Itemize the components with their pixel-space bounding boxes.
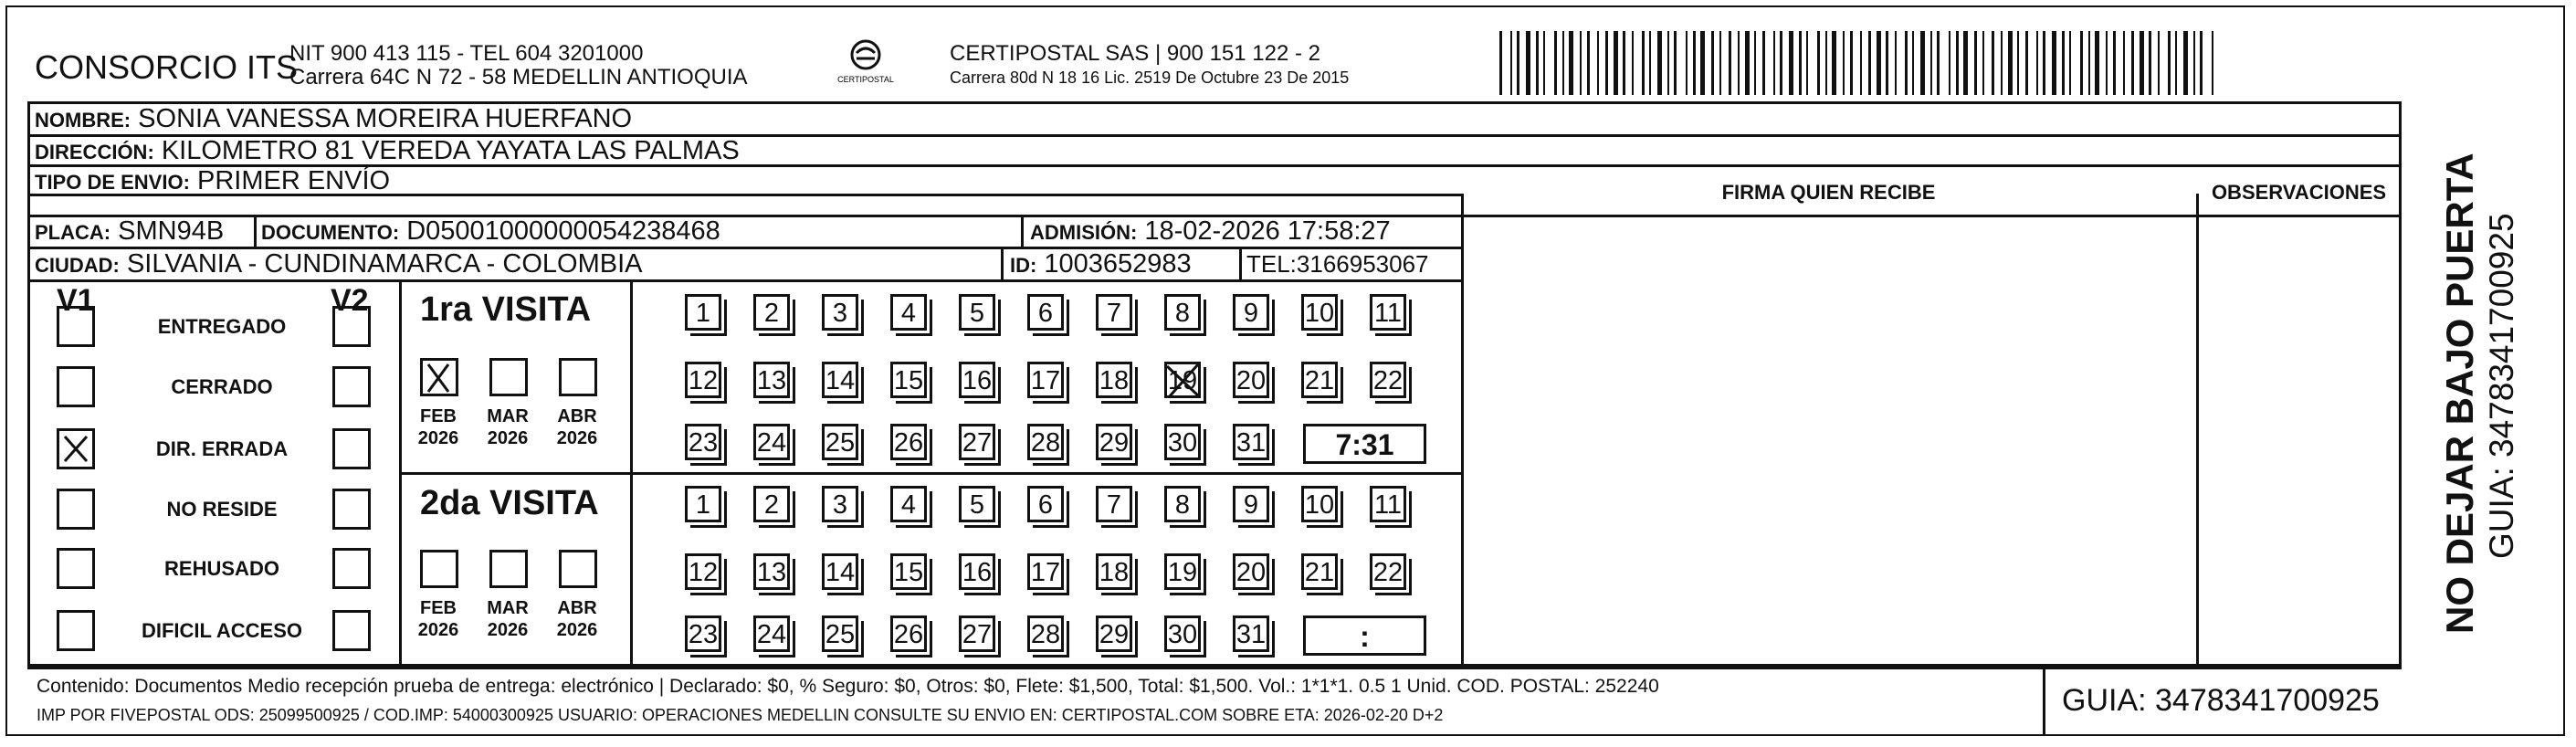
tipo-label: TIPO DE ENVIO: xyxy=(35,171,190,194)
day-cell[interactable] xyxy=(1027,294,1064,331)
day-number: 20 xyxy=(1235,558,1267,587)
day-number: 10 xyxy=(1304,299,1335,328)
day-number: 5 xyxy=(969,490,985,520)
barcode-graphic xyxy=(1498,31,2219,95)
documento-label: DOCUMENTO: xyxy=(261,221,400,244)
day-number: 4 xyxy=(900,490,917,520)
day-number: 6 xyxy=(1037,490,1054,520)
month-name: ABR xyxy=(557,406,597,426)
month-year: 2026 xyxy=(487,428,529,448)
month-checkbox[interactable] xyxy=(420,550,458,588)
day-cell[interactable] xyxy=(1164,615,1201,652)
day-number: 22 xyxy=(1372,558,1404,587)
id-row xyxy=(1010,251,1192,278)
status-label: CERRADO xyxy=(171,375,273,398)
day-cell[interactable] xyxy=(1096,486,1132,522)
side-guia: GUIA: 3478341700925 xyxy=(2483,213,2520,559)
day-cell[interactable] xyxy=(890,424,927,460)
day-number: 8 xyxy=(1174,490,1191,520)
day-cell[interactable] xyxy=(685,294,721,331)
placa-row xyxy=(35,218,224,245)
month-checkbox[interactable] xyxy=(559,358,597,396)
day-number: 18 xyxy=(1099,558,1130,587)
day-number: 26 xyxy=(893,428,924,458)
day-number: 26 xyxy=(893,620,924,649)
ciudad-value: SILVANIA - CUNDINAMARCA - COLOMBIA xyxy=(126,249,643,279)
day-cell[interactable] xyxy=(685,424,721,460)
day-number: 16 xyxy=(962,366,993,395)
day-number: 12 xyxy=(688,558,719,587)
day-number: 30 xyxy=(1167,620,1198,649)
tipo-value: PRIMER ENVÍO xyxy=(196,166,391,195)
day-number: 23 xyxy=(688,428,719,458)
day-number: 27 xyxy=(962,620,993,649)
day-cell[interactable] xyxy=(1164,553,1201,590)
day-number: 29 xyxy=(1099,428,1130,458)
day-cell[interactable] xyxy=(685,615,721,652)
day-number: 25 xyxy=(825,620,856,649)
day-number: 28 xyxy=(1030,428,1061,458)
day-cell[interactable] xyxy=(1164,486,1201,522)
nombre-row xyxy=(35,106,632,132)
day-cell[interactable] xyxy=(1370,294,1406,331)
id-value: 1003652983 xyxy=(1044,249,1192,279)
admision-row xyxy=(1030,218,1391,245)
day-number: 13 xyxy=(756,366,787,395)
v1-checkbox[interactable] xyxy=(57,366,95,407)
day-cell[interactable] xyxy=(1370,553,1406,590)
day-cell[interactable] xyxy=(753,553,790,590)
day-cell[interactable] xyxy=(1027,553,1064,590)
crossed-day-icon xyxy=(1163,361,1204,401)
day-number: 25 xyxy=(825,428,856,458)
tel-row xyxy=(1246,252,1429,276)
id-label: ID: xyxy=(1010,254,1037,277)
day-number: 16 xyxy=(962,558,993,587)
month-name: MAR xyxy=(487,598,529,618)
day-cell[interactable] xyxy=(685,362,721,398)
month-name: FEB xyxy=(420,406,457,426)
day-number: 21 xyxy=(1304,558,1335,587)
month-year: 2026 xyxy=(417,620,459,640)
day-cell[interactable] xyxy=(1027,615,1064,652)
day-cell[interactable] xyxy=(1301,553,1338,590)
day-cell[interactable] xyxy=(822,553,858,590)
day-cell[interactable] xyxy=(822,424,858,460)
day-cell[interactable] xyxy=(822,294,858,331)
day-number: 31 xyxy=(1235,620,1267,649)
day-number: 24 xyxy=(756,620,787,649)
day-number: 10 xyxy=(1304,490,1335,520)
day-number: 3 xyxy=(832,299,848,328)
day-cell[interactable] xyxy=(1096,553,1132,590)
day-number: 24 xyxy=(756,428,787,458)
v2-checkbox[interactable] xyxy=(332,489,371,530)
day-cell[interactable] xyxy=(1027,486,1064,522)
v1-checkbox[interactable] xyxy=(57,428,95,469)
visit-2-title: 2da VISITA xyxy=(420,484,599,522)
check-x-icon xyxy=(423,361,456,394)
status-label: REHUSADO xyxy=(164,557,279,580)
month-label xyxy=(471,405,544,449)
documento-value: D05001000000054238468 xyxy=(406,216,720,246)
day-cell[interactable] xyxy=(1096,362,1132,398)
month-label xyxy=(402,597,475,641)
day-number: 27 xyxy=(962,428,993,458)
day-cell[interactable] xyxy=(753,615,790,652)
month-year: 2026 xyxy=(487,620,529,640)
footer-guia: GUIA: 3478341700925 xyxy=(2062,683,2380,718)
placa-value: SMN94B xyxy=(118,216,225,246)
day-number: 6 xyxy=(1037,299,1054,328)
placa-label: PLACA: xyxy=(35,221,111,244)
day-cell[interactable] xyxy=(1370,486,1406,522)
day-cell[interactable] xyxy=(1096,615,1132,652)
company-name: CONSORCIO ITS xyxy=(35,48,299,86)
day-cell[interactable] xyxy=(1164,362,1201,398)
time-box[interactable] xyxy=(1303,424,1426,464)
day-number: 2 xyxy=(763,490,780,520)
admision-label: ADMISIÓN: xyxy=(1030,221,1138,244)
status-label: DIR. ERRADA xyxy=(155,437,289,460)
day-cell[interactable] xyxy=(822,615,858,652)
v1-checkbox[interactable] xyxy=(57,306,95,347)
month-label xyxy=(402,405,475,449)
day-number: 8 xyxy=(1174,299,1191,328)
day-number: 15 xyxy=(893,366,924,395)
barcode xyxy=(1498,31,2219,95)
day-number: 15 xyxy=(893,558,924,587)
day-cell[interactable] xyxy=(822,362,858,398)
certipostal-address: Carrera 80d N 18 16 Lic. 2519 De Octubre 23 De 2015 xyxy=(950,68,1350,87)
month-checkbox[interactable] xyxy=(489,358,528,396)
month-year: 2026 xyxy=(417,428,459,448)
company-nit-tel: NIT 900 413 115 - TEL 604 3201000 xyxy=(289,41,644,66)
ciudad-label: CIUDAD: xyxy=(35,254,120,277)
day-number: 7 xyxy=(1106,299,1122,328)
month-name: FEB xyxy=(420,598,457,618)
day-cell[interactable] xyxy=(1301,362,1338,398)
day-cell[interactable] xyxy=(1233,424,1269,460)
month-year: 2026 xyxy=(556,428,598,448)
v1-checkbox[interactable] xyxy=(57,548,95,589)
firma-header: FIRMA QUIEN RECIBE xyxy=(1721,181,1936,204)
day-number: 19 xyxy=(1167,366,1198,395)
day-number: 17 xyxy=(1030,366,1061,395)
day-number: 14 xyxy=(825,366,856,395)
day-number: 5 xyxy=(969,299,985,328)
day-cell[interactable] xyxy=(890,486,927,522)
v2-checkbox[interactable] xyxy=(332,548,371,589)
day-cell[interactable] xyxy=(890,362,927,398)
documento-row xyxy=(261,218,720,245)
v2-checkbox[interactable] xyxy=(332,306,371,347)
direccion-label: DIRECCIÓN: xyxy=(35,141,154,163)
month-checkbox[interactable] xyxy=(489,550,528,588)
tel-label: TEL: xyxy=(1246,250,1297,278)
logo-icon xyxy=(833,37,899,88)
day-cell[interactable] xyxy=(959,553,995,590)
day-cell[interactable] xyxy=(959,615,995,652)
v1-checkbox[interactable] xyxy=(57,610,95,651)
svg-text:CERTIPOSTAL: CERTIPOSTAL xyxy=(837,75,894,84)
day-number: 13 xyxy=(756,558,787,587)
day-number: 1 xyxy=(695,299,711,328)
certipostal-logo xyxy=(833,37,899,88)
day-cell[interactable] xyxy=(1096,424,1132,460)
month-label xyxy=(471,597,544,641)
day-cell[interactable] xyxy=(1233,553,1269,590)
day-cell[interactable] xyxy=(959,486,995,522)
check-x-icon xyxy=(59,431,92,467)
visit-1-title: 1ra VISITA xyxy=(420,290,592,329)
day-cell[interactable] xyxy=(959,362,995,398)
company-address: Carrera 64C N 72 - 58 MEDELLIN ANTIOQUIA xyxy=(289,65,748,89)
v2-checkbox[interactable] xyxy=(332,610,371,651)
direccion-value: KILOMETRO 81 VEREDA YAYATA LAS PALMAS xyxy=(161,136,740,165)
month-name: MAR xyxy=(487,406,529,426)
day-cell[interactable] xyxy=(685,553,721,590)
time-value: 7:31 xyxy=(1335,428,1394,461)
day-cell[interactable] xyxy=(1027,424,1064,460)
day-number: 11 xyxy=(1373,299,1403,328)
direccion-row xyxy=(35,138,740,164)
day-number: 17 xyxy=(1030,558,1061,587)
day-cell[interactable] xyxy=(1233,362,1269,398)
day-cell[interactable] xyxy=(1233,294,1269,331)
nombre-label: NOMBRE: xyxy=(35,109,131,132)
day-cell[interactable] xyxy=(1301,486,1338,522)
v1-header: V1 xyxy=(57,283,95,318)
day-number: 14 xyxy=(825,558,856,587)
day-number: 21 xyxy=(1304,366,1335,395)
v1-checkbox[interactable] xyxy=(57,489,95,530)
day-number: 31 xyxy=(1235,428,1267,458)
month-label xyxy=(541,405,614,449)
month-label xyxy=(541,597,614,641)
day-number: 29 xyxy=(1099,620,1130,649)
month-name: ABR xyxy=(557,598,597,618)
v2-header: V2 xyxy=(331,283,369,318)
day-number: 9 xyxy=(1243,490,1259,520)
tel-value: 3166953067 xyxy=(1296,250,1429,278)
v2-checkbox[interactable] xyxy=(332,366,371,407)
day-number: 23 xyxy=(688,620,719,649)
day-number: 12 xyxy=(688,366,719,395)
month-year: 2026 xyxy=(556,620,598,640)
day-cell[interactable] xyxy=(753,294,790,331)
day-cell[interactable] xyxy=(685,486,721,522)
day-cell[interactable] xyxy=(1233,486,1269,522)
status-label: NO RESIDE xyxy=(166,498,278,521)
certipostal-name: CERTIPOSTAL SAS | 900 151 122 - 2 xyxy=(950,41,1320,66)
v2-checkbox[interactable] xyxy=(332,428,371,469)
day-number: 9 xyxy=(1243,299,1259,328)
day-number: 4 xyxy=(900,299,917,328)
day-number: 28 xyxy=(1030,620,1061,649)
observaciones-header: OBSERVACIONES xyxy=(2211,181,2387,204)
day-cell[interactable] xyxy=(1301,294,1338,331)
month-checkbox[interactable] xyxy=(420,358,458,396)
day-cell[interactable] xyxy=(890,553,927,590)
day-cell[interactable] xyxy=(959,294,995,331)
tipo-row xyxy=(35,168,390,195)
day-number: 11 xyxy=(1373,490,1403,520)
day-cell[interactable] xyxy=(1233,615,1269,652)
nombre-value: SONIA VANESSA MOREIRA HUERFANO xyxy=(138,104,633,133)
day-cell[interactable] xyxy=(890,294,927,331)
day-number: 1 xyxy=(695,490,711,520)
time-box[interactable] xyxy=(1303,615,1426,656)
day-cell[interactable] xyxy=(822,486,858,522)
day-cell[interactable] xyxy=(753,486,790,522)
side-no-dejar: NO DEJAR BAJO PUERTA xyxy=(2438,153,2481,634)
day-cell[interactable] xyxy=(1164,424,1201,460)
footer-print-info: IMP POR FIVEPOSTAL ODS: 25099500925 / COD.IMP: 54000300925 USUARIO: OPERACIONES MEDELLIN CONSULTE SU ENVIO EN: CERTIPOSTAL.COM SOBRE ETA: 2026-02-20 D+2 xyxy=(37,706,1444,724)
day-number: 22 xyxy=(1372,366,1404,395)
day-number: 7 xyxy=(1106,490,1122,520)
day-cell[interactable] xyxy=(959,424,995,460)
day-cell[interactable] xyxy=(1096,294,1132,331)
day-number: 30 xyxy=(1167,428,1198,458)
status-label: ENTREGADO xyxy=(157,315,287,338)
admision-value: 18-02-2026 17:58:27 xyxy=(1144,216,1391,246)
day-number: 2 xyxy=(763,299,780,328)
day-cell[interactable] xyxy=(890,615,927,652)
time-value: : xyxy=(1360,620,1370,653)
day-cell[interactable] xyxy=(1027,362,1064,398)
ciudad-row xyxy=(35,251,642,278)
day-number: 20 xyxy=(1235,366,1267,395)
day-cell[interactable] xyxy=(753,424,790,460)
day-number: 3 xyxy=(832,490,848,520)
status-label: DIFICIL ACCESO xyxy=(141,619,302,642)
day-cell[interactable] xyxy=(753,362,790,398)
day-cell[interactable] xyxy=(1370,362,1406,398)
day-cell[interactable] xyxy=(1164,294,1201,331)
month-checkbox[interactable] xyxy=(559,550,597,588)
footer-content: Contenido: Documentos Medio recepción prueba de entrega: electrónico | Declarado: $0, % Seguro: $0, Otros: $0, Flete: $1,500, Total: $1,500. Vol.: 1*1*1. 0.5 1 Unid. COD. POSTAL: 252240 xyxy=(37,676,1659,697)
day-number: 19 xyxy=(1167,558,1198,587)
day-number: 18 xyxy=(1099,366,1130,395)
